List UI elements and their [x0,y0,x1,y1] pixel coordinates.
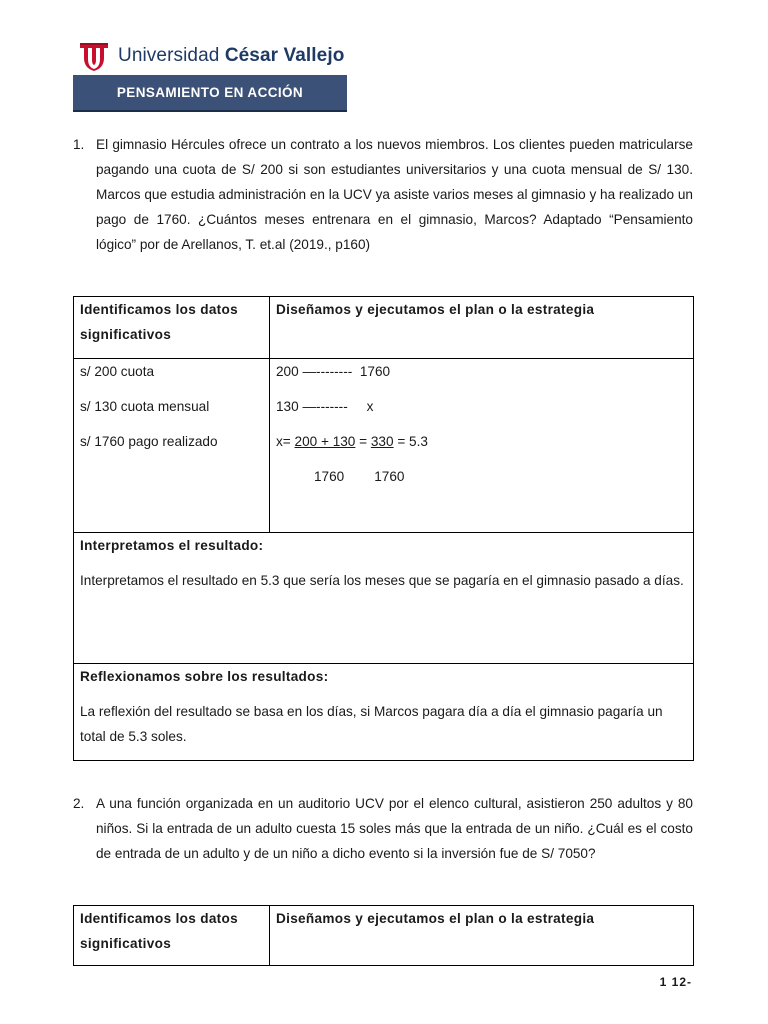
data-item: s/ 130 cuota mensual [80,399,210,414]
formula-denominator-2: 1760 [374,469,405,484]
problem-text: A una función organizada en un auditorio UCV por el elenco cultural, asistieron 250 adultos y 80 niños. Si la entrada de un adulto cuesta 15 soles más que la entrada de un niño. ¿Cuál es el costo de entrada de un adulto y de un niño a dicho evento si la inversión fue de S/ 7050? [96,796,693,861]
reflect-cell [74,664,694,761]
formula-numerator: 200 + 130 [294,434,356,449]
logo-text-bold: César Vallejo [224,45,345,66]
plan-line: 200 —-------- 1760 [276,364,391,379]
reflect-row [74,664,694,761]
logo-text [118,45,344,67]
formula-result: = 5.3 [393,434,428,449]
logo-text-regular: Universidad [118,45,225,66]
formula-denominators [276,464,687,489]
page-number: 1 12- [659,975,692,989]
problem-number: 2. [73,796,85,811]
data-item: s/ 1760 pago realizado [80,434,218,449]
problem-text: El gimnasio Hércules ofrece un contrato a los nuevos miembros. Los clientes pueden matricularse pagando una cuota de S/ 200 si son estudiantes universitarios y una cuota mensual de S/ 130. Marcos que estudia administración en la UCV ya asiste varios meses al gimnasio y ha realizado un pago de 1760. ¿Cuántos meses entrenara en el gimnasio, Marcos? Adaptado “Pensamiento lógico” por de Arellanos, T. et.al (2019., p160) [96,137,693,252]
col-data-header: Identificamos los datos significativos [74,297,270,359]
formula-prefix: x= [276,434,295,449]
formula-numerator-2: 330 [370,434,394,449]
interpret-cell [74,533,694,664]
problem-number: 1. [73,137,85,152]
formula-denominator: 1760 [314,469,345,484]
formula-equals: = [355,434,371,449]
work-table-1 [73,296,694,761]
data-item: s/ 200 cuota [80,364,155,379]
problem-1 [73,132,693,257]
plan-formula [276,429,687,454]
col-plan-header: Diseñamos y ejecutamos el plan o la estrategia [270,297,694,359]
table-header-row [74,297,694,359]
table-row [74,359,694,533]
reflect-text: La reflexión del resultado se basa en los días, si Marcos pagara día a día el gimnasio pagaría un total de 5.3 soles. [80,704,663,744]
table-header-row [74,906,694,966]
plan-line: 130 —------- x [276,399,374,414]
plan-cell [270,359,694,533]
col-data-header: Identificamos los datos significativos [74,906,270,966]
problem-2 [73,791,693,866]
interpret-header: Interpretamos el resultado: [80,538,264,553]
interpret-row [74,533,694,664]
ucv-shield-icon [78,40,110,72]
col-plan-header: Diseñamos y ejecutamos el plan o la estrategia [270,906,694,966]
work-table-2 [73,905,694,966]
data-cell [74,359,270,533]
interpret-text: Interpretamos el resultado en 5.3 que sería los meses que se pagaría en el gimnasio pasado a días. [80,573,684,588]
section-title: PENSAMIENTO EN ACCIÓN [73,75,347,112]
reflect-header: Reflexionamos sobre los resultados: [80,669,329,684]
university-logo [78,38,344,74]
